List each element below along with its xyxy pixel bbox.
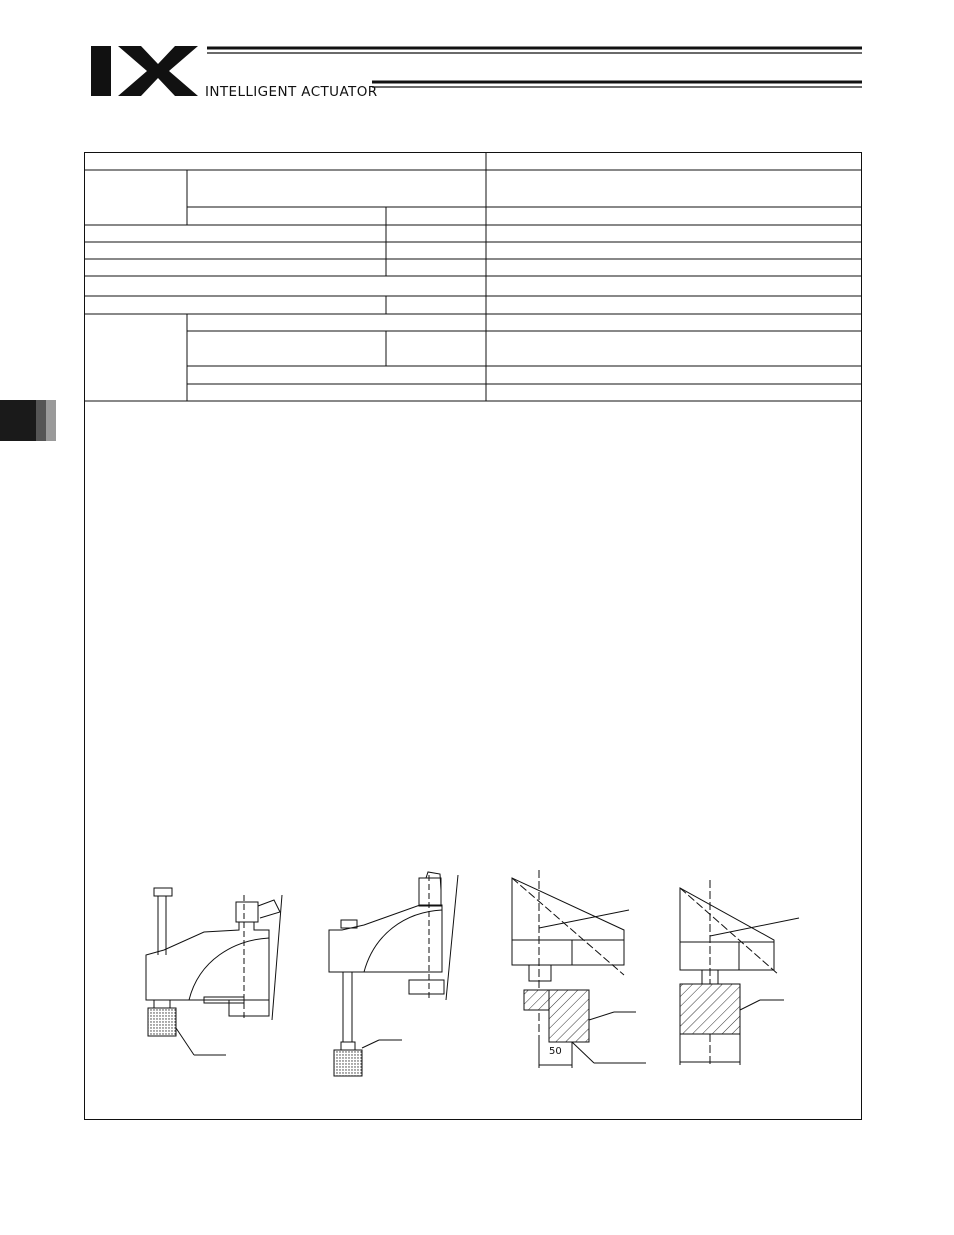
brand-text: INTELLIGENT ACTUATOR [205, 84, 378, 100]
side-tab-graphic [0, 400, 56, 441]
figure-3-robot [512, 870, 646, 1068]
figure-4-robot [680, 880, 799, 1065]
figure-1-robot [146, 888, 282, 1055]
dimension-label: 50 [549, 1046, 562, 1057]
robot-figures [84, 850, 862, 1090]
header-graphics [0, 0, 954, 110]
figure-2-robot [329, 872, 458, 1076]
ix-logo [91, 46, 198, 96]
page-header [0, 0, 954, 110]
shaft-top-cap [154, 888, 172, 896]
header-rules [207, 48, 862, 87]
figure-strip [84, 850, 862, 1090]
chapter-side-tab [0, 400, 56, 441]
